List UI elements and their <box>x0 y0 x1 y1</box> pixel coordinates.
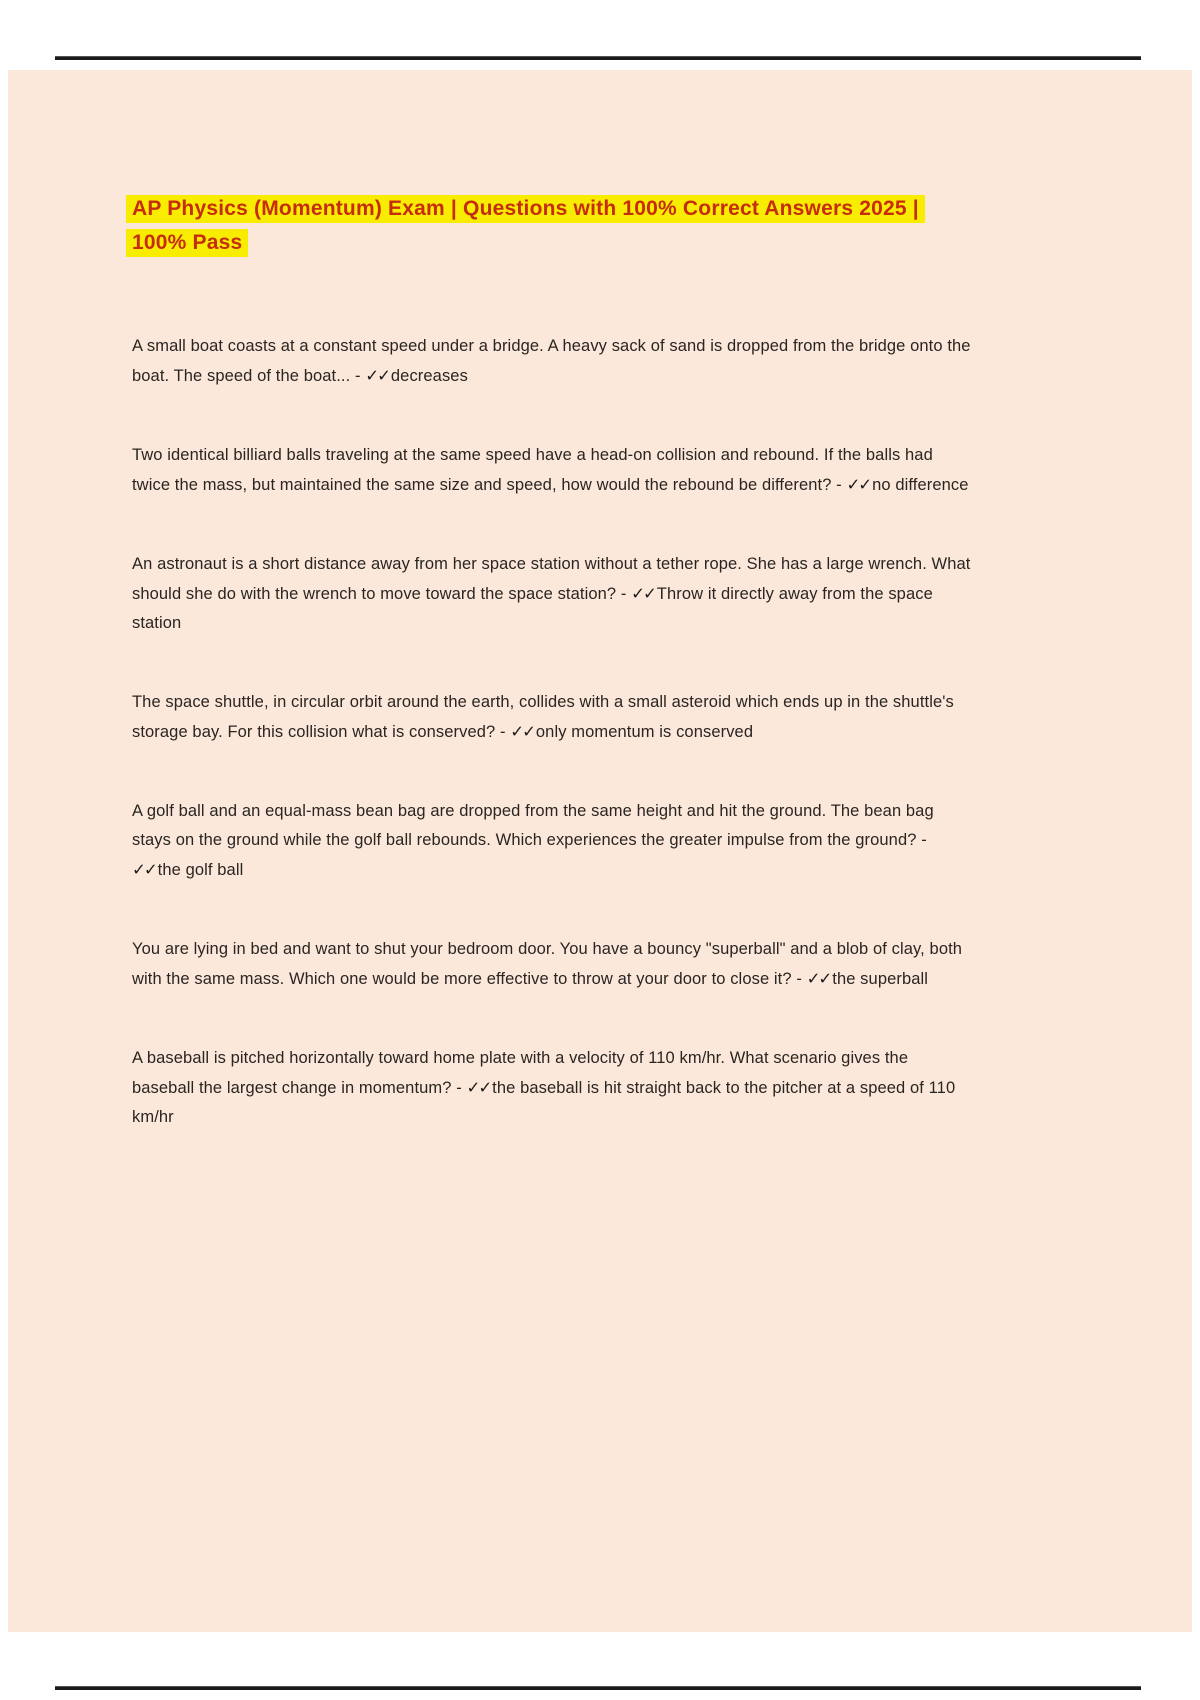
answer-text: the superball <box>832 970 929 988</box>
question-text: A golf ball and an equal-mass bean bag are dropped from the same height and hit the ground. The bean bag stays on the ground while the golf ball rebounds. Which experiences the greater impulse from the ground? - <box>132 802 934 849</box>
answer-text: Throw it directly away from the space station <box>132 585 933 632</box>
page-title-line-2: 100% Pass <box>126 229 248 257</box>
page-title-line-1: AP Physics (Momentum) Exam | Questions with 100% Correct Answers 2025 | <box>126 195 925 223</box>
qa-item <box>132 935 974 994</box>
answer-text: the golf ball <box>157 861 244 879</box>
answer-text: decreases <box>390 367 468 385</box>
question-text: Two identical billiard balls traveling at the same speed have a head-on collision and rebound. If the balls had twice the mass, but maintained the same size and speed, how would the rebound be different? - <box>132 446 933 494</box>
double-checkmark-icon: ✓✓ <box>631 584 655 603</box>
qa-item <box>132 797 974 885</box>
question-text: The space shuttle, in circular orbit around the earth, collides with a small asteroid which ends up in the shuttle's storage bay. For this collision what is conserved? - <box>132 693 954 741</box>
qa-item <box>132 688 974 747</box>
answer-text: the baseball is hit straight back to the pitcher at a speed of 110 km/hr <box>132 1079 956 1126</box>
question-text: A baseball is pitched horizontally toward home plate with a velocity of 110 km/hr. What scenario gives the baseball the largest change in momentum? - <box>132 1049 909 1097</box>
double-checkmark-icon: ✓✓ <box>132 860 156 879</box>
answer-text: no difference <box>872 476 969 494</box>
page-title <box>126 192 1192 260</box>
qa-item <box>132 332 974 391</box>
question-text: A small boat coasts at a constant speed under a bridge. A heavy sack of sand is dropped from the bridge onto the boat. The speed of the boat... - <box>132 337 971 385</box>
document-content-area <box>8 70 1192 1632</box>
double-checkmark-icon: ✓✓ <box>846 475 871 494</box>
answer-text: only momentum is conserved <box>535 723 754 741</box>
double-checkmark-icon: ✓✓ <box>806 969 831 988</box>
question-text: You are lying in bed and want to shut your bedroom door. You have a bouncy "superball" and a blob of clay, both with the same mass. Which one would be more effective to throw at your door to close it? - <box>132 940 963 988</box>
qa-item <box>132 441 974 500</box>
double-checkmark-icon: ✓✓ <box>510 722 534 741</box>
double-checkmark-icon: ✓✓ <box>365 366 389 385</box>
qa-list <box>132 332 974 1132</box>
double-checkmark-icon: ✓✓ <box>466 1078 491 1097</box>
qa-item <box>132 550 974 638</box>
qa-item <box>132 1044 974 1132</box>
question-text: An astronaut is a short distance away from her space station without a tether rope. She has a large wrench. What should she do with the wrench to move toward the space station? - <box>132 555 971 603</box>
bottom-border-line <box>55 1686 1141 1690</box>
top-border-line <box>55 56 1141 60</box>
